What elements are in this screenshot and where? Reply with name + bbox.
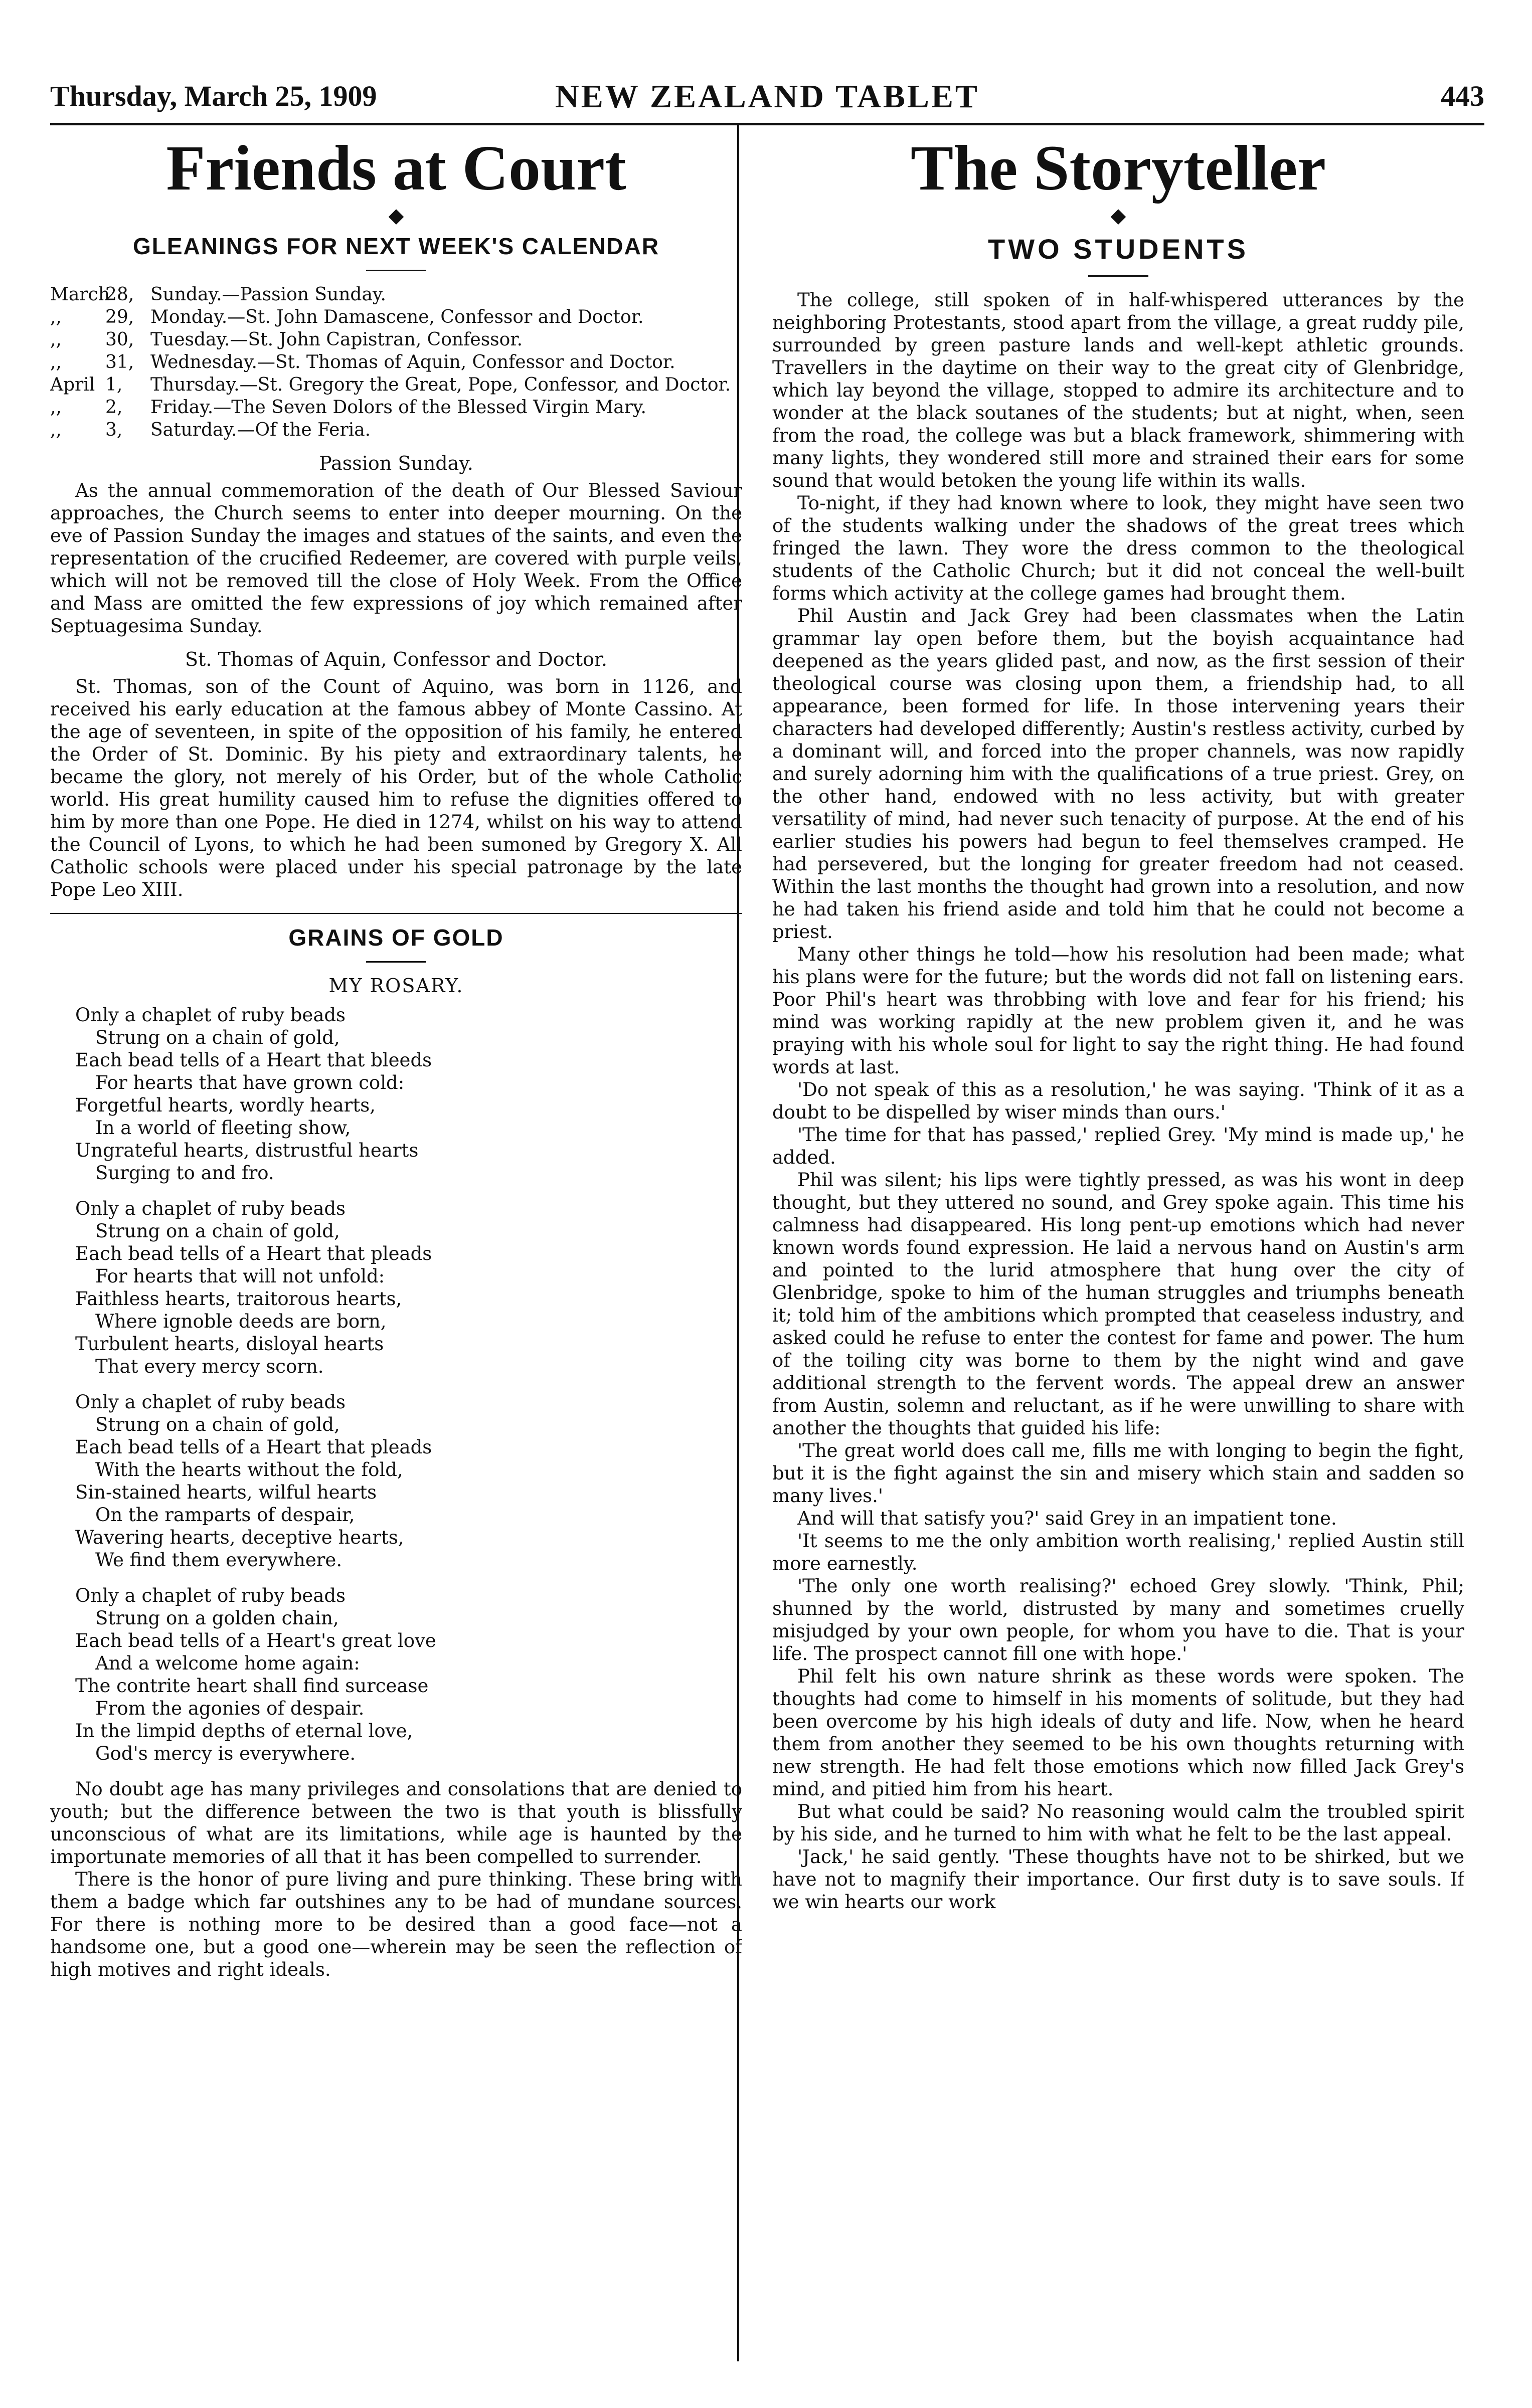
story-paragraph: To-night, if they had known where to look, they might have seen two of the students walking under the shadows of the great trees which fringed the lawn. They wore the dress common to the theological students of the Catholic Church; but it did not conceal the well-built forms which activity at the college games had brought them.	[772, 492, 1464, 604]
poem-stanza	[75, 1584, 742, 1765]
calendar-entry	[50, 328, 742, 351]
story-paragraph: Phil was silent; his lips were tightly pressed, as was his wont in deep thought, but they uttered no sound, and Grey spoke again. This time his calmness had disappeared. His long pent-up emotions which had never known words found expression. He laid a nervous hand on Austin's arm and pointed to the lurid atmosphere that hung over the city of Glenbridge, spoke to him of the human struggles and triumphs beneath it; told him of the ambitions which prompted that ceaseless industry, and asked could he refuse to enter the contest for fame and power. The hum of the toiling city was borne to them by the night wind and gave additional strength to the fervent words. The appeal drew an answer from Austin, solemn and reluctant, as if he were unwilling to share with another the thoughts that guided his life:	[772, 1169, 1464, 1439]
calendar-text: Tuesday.—St. John Capistran, Confessor.	[150, 329, 523, 350]
calendar-day: 2,	[105, 397, 123, 418]
story-paragraph: 'The great world does call me, fills me with longing to begin the fight, but it is the fight against the sin and misery which stain and sadden so many lives.'	[772, 1440, 1464, 1507]
poem-line: And a welcome home again:	[95, 1652, 360, 1674]
poem-line: Ungrateful hearts, distrustful hearts	[75, 1140, 419, 1161]
poem-line: Strung on a chain of gold,	[95, 1414, 340, 1435]
story-paragraph: But what could be said? No reasoning would calm the troubled spirit by his side, and he turned to him with what he felt to be the last appeal.	[772, 1801, 1464, 1845]
calendar-month: ,,	[50, 397, 62, 418]
poem-line: Each bead tells of a Heart that pleads	[75, 1436, 432, 1458]
poem-line: God's mercy is everywhere.	[95, 1743, 356, 1764]
poem-line: Surging to and fro.	[95, 1162, 274, 1184]
calendar-day: 30,	[105, 329, 134, 350]
subheading-st-thomas: St. Thomas of Aquin, Confessor and Doctor.	[185, 648, 607, 670]
subheading-passion-sunday: Passion Sunday.	[319, 452, 473, 474]
page-number: 443	[1441, 80, 1484, 112]
story-paragraph: Many other things he told—how his resolution had been made; what his plans were for the future; but the words did not fall on listening ears. Poor Phil's heart was throbbing with love and fear for his friend; his mind was working rapidly at the new problem given it, and he was praying with his whole soul for light to say the right thing. He had found words at last.	[772, 944, 1464, 1078]
issue-date: Thursday, March 25, 1909	[50, 80, 377, 112]
calendar-entry	[50, 306, 742, 328]
calendar-day: 3,	[105, 420, 123, 440]
poem-line: Only a chaplet of ruby beads	[75, 1391, 346, 1413]
story-paragraph: 'The time for that has passed,' replied Grey. 'My mind is made up,' he added.	[772, 1124, 1464, 1168]
calendar-text: Monday.—St. John Damascene, Confessor and Doctor.	[150, 307, 644, 327]
calendar-entry	[50, 419, 742, 441]
poem-line: Strung on a golden chain,	[95, 1607, 339, 1629]
calendar-day: 29,	[105, 307, 134, 327]
calendar-month: April	[50, 375, 95, 395]
calendar-entry	[50, 374, 742, 396]
calendar-month: ,,	[50, 307, 62, 327]
poem-line: Strung on a chain of gold,	[95, 1027, 340, 1048]
short-rule	[366, 270, 426, 271]
poem-title: MY ROSARY.	[328, 975, 464, 997]
section-title-friends-at-court: Friends at Court	[166, 135, 626, 204]
story-paragraph: The college, still spoken of in half-whispered utterances by the neighboring Protestants, stood apart from the village, a great ruddy pile, surrounded by green pasture lands and well-kept athletic grounds. Travellers in the daytime on their way to the great city of Glenbridge, which lay beyond the village, stopped to admire its architecture and to wonder at the black soutanes of the students; but at night, when, seen from the road, the college was but a black framework, shimmering with many lights, they wondered still more and strained their ears for some sound that would betoken the young life within its walls.	[772, 289, 1464, 491]
poem-line: On the ramparts of despair,	[95, 1504, 355, 1526]
paragraph: There is the honor of pure living and pure thinking. These bring with them a badge which far outshines any to be had of mundane sources. For there is nothing more to be desired than a good face—not a handsome one, but a good one—wherein may be seen the reflection of high motives and right ideals.	[50, 1869, 742, 1980]
poem-line: We find them everywhere.	[95, 1549, 343, 1571]
story-paragraph: Phil felt his own nature shrink as these words were spoken. The thoughts had come to himself in his moments of solitude, but they had been overcome by his high ideals of duty and life. Now, when he heard them from another they seemed to be his own thoughts returning with new strength. He had felt those emotions which now filled Jack Grey's mind, and pitied him from his heart.	[772, 1665, 1464, 1800]
poem-line: Faithless hearts, traitorous hearts,	[75, 1288, 402, 1310]
grains-of-gold-heading: GRAINS OF GOLD	[288, 924, 504, 951]
poem-line: Turbulent hearts, disloyal hearts	[75, 1333, 384, 1355]
poem-line: Wavering hearts, deceptive hearts,	[75, 1527, 404, 1548]
calendar-month: ,,	[50, 352, 62, 373]
story-body	[772, 289, 1464, 1913]
story-title: TWO STUDENTS	[988, 233, 1249, 265]
poem-stanza	[75, 1004, 742, 1184]
poem-line: The contrite heart shall find surcease	[75, 1675, 429, 1697]
short-rule	[366, 961, 426, 963]
poem-line: Where ignoble deeds are born,	[95, 1311, 387, 1332]
calendar-heading: GLEANINGS FOR NEXT WEEK'S CALENDAR	[132, 233, 660, 259]
poem-line: From the agonies of despair.	[95, 1698, 365, 1719]
calendar-text: Sunday.—Passion Sunday.	[150, 284, 386, 305]
ornament-divider: ◆	[388, 204, 404, 227]
poem-line: That every mercy scorn.	[95, 1356, 324, 1377]
calendar-month: March	[50, 284, 110, 305]
calendar-day: 28,	[105, 284, 134, 305]
poem-line: Only a chaplet of ruby beads	[75, 1585, 346, 1606]
calendar-entry	[50, 396, 742, 419]
calendar-text: Saturday.—Of the Feria.	[150, 420, 371, 440]
poem-stanza	[75, 1197, 742, 1378]
poem-line: Each bead tells of a Heart that pleads	[75, 1243, 432, 1264]
paragraph: No doubt age has many privileges and consolations that are denied to youth; but the difference between the two is that youth is blissfully unconscious of what are its limitations, while age is haunted by the importunate memories of all that it has been compelled to surrender.	[50, 1778, 742, 1868]
section-rule	[50, 913, 742, 914]
ornament-divider: ◆	[1110, 204, 1126, 227]
poem-stanza	[75, 1391, 742, 1571]
poem-line: For hearts that have grown cold:	[95, 1072, 405, 1093]
poem-line: Only a chaplet of ruby beads	[75, 1004, 346, 1026]
calendar-text: Wednesday.—St. Thomas of Aquin, Confessor and Doctor.	[150, 352, 675, 373]
paragraph: As the annual commemoration of the death of Our Blessed Saviour approaches, the Church seems to enter into deeper mourning. On the eve of Passion Sunday the images and statues of the saints, and even the representation of the crucified Redeemer, are covered with purple veils, which will not be removed till the close of Holy Week. From the Office and Mass are omitted the few expressions of joy which remained after Septuagesima Sunday.	[50, 480, 742, 637]
newspaper-name: NEW ZEALAND TABLET	[555, 78, 979, 115]
poem-line: Sin-stained hearts, wilful hearts	[75, 1481, 377, 1503]
story-paragraph: 'Jack,' he said gently. 'These thoughts have not to be shirked, but we have not to magnify their importance. Our first duty is to save souls. If we win hearts our work	[772, 1846, 1464, 1913]
story-paragraph: 'It seems to me the only ambition worth realising,' replied Austin still more earnestly.	[772, 1530, 1464, 1574]
short-rule	[1088, 275, 1148, 277]
poem-line: Each bead tells of a Heart's great love	[75, 1630, 436, 1651]
story-paragraph: And will that satisfy you?' said Grey in an impatient tone.	[797, 1508, 1337, 1529]
calendar-day: 1,	[105, 375, 123, 395]
calendar-month: ,,	[50, 420, 62, 440]
poem-line: In the limpid depths of eternal love,	[75, 1720, 413, 1742]
calendar-text: Thursday.—St. Gregory the Great, Pope, Confessor, and Doctor.	[150, 375, 731, 395]
poem-line: In a world of fleeting show,	[95, 1117, 351, 1139]
poem-line: With the hearts without the fold,	[95, 1459, 403, 1480]
poem-line: Forgetful hearts, wordly hearts,	[75, 1094, 376, 1116]
section-title-storyteller: The Storyteller	[910, 135, 1326, 204]
calendar-list	[50, 283, 742, 441]
left-column	[50, 135, 742, 2361]
right-column	[772, 135, 1464, 2361]
story-paragraph: 'Do not speak of this as a resolution,' he was saying. 'Think of it as a doubt to be dispelled by wiser minds than ours.'	[772, 1079, 1464, 1123]
poem-line: Only a chaplet of ruby beads	[75, 1198, 346, 1219]
poem-line: Strung on a chain of gold,	[95, 1220, 340, 1242]
masthead	[50, 75, 1484, 125]
story-paragraph: 'The only one worth realising?' echoed Grey slowly. 'Think, Phil; shunned by the world, distrusted by many and sometimes cruelly misjudged by your own people, for whom you have to die. That is your life. The prospect cannot fill one with hope.'	[772, 1575, 1464, 1664]
calendar-month: ,,	[50, 329, 62, 350]
calendar-entry	[50, 283, 742, 306]
poem-line: Each bead tells of a Heart that bleeds	[75, 1049, 432, 1071]
calendar-entry	[50, 351, 742, 374]
calendar-day: 31,	[105, 352, 134, 373]
poem-line: For hearts that will not unfold:	[95, 1265, 385, 1287]
poem	[50, 1004, 742, 1765]
calendar-text: Friday.—The Seven Dolors of the Blessed Virgin Mary.	[150, 397, 646, 418]
paragraph: St. Thomas, son of the Count of Aquino, was born in 1126, and received his early education at the famous abbey of Monte Cassino. At the age of seventeen, in spite of the opposition of his family, he entered the Order of St. Dominic. By his piety and extraordinary talents, he became the glory, not merely of his Order, but of the whole Catholic world. His great humility caused him to refuse the dignities offered to him by more than one Pope. He died in 1274, whilst on his way to attend the Council of Lyons, to which he had been sumoned by Gregory X. All Catholic schools were placed under his special patronage by the late Pope Leo XIII.	[50, 676, 742, 900]
story-paragraph: Phil Austin and Jack Grey had been classmates when the Latin grammar lay open before them, but the boyish acquaintance had deepened as the years glided past, and now, as the first session of their theological course was closing upon them, a friendship had, to all appearance, been formed for life. In those intervening years their characters had developed differently; Austin's restless activity, curbed by a dominant will, and forced into the proper channels, was now rapidly and surely adorning him with the qualifications of a true priest. Grey, on the other hand, endowed with no less activity, but with greater versatility of mind, had never such tenacity of purpose. At the end of his earlier studies his powers had begun to feel themselves cramped. He had persevered, but the longing for greater freedom had not ceased. Within the last months the thought had grown into a resolution, and now he had taken his friend aside and told him that he could not become a priest.	[772, 605, 1464, 943]
